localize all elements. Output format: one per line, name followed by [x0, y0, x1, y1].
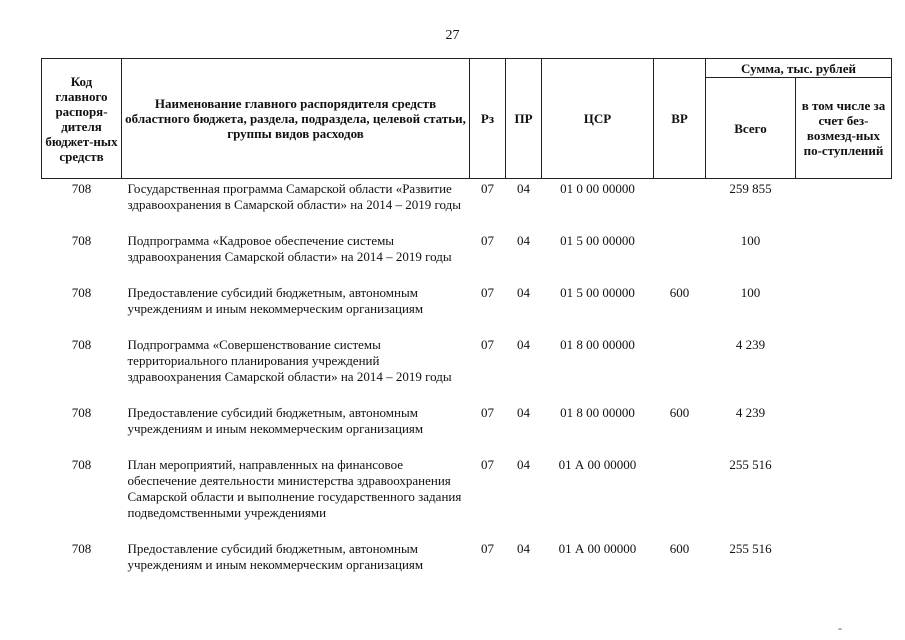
cell-csr: 01 5 00 00000	[560, 285, 635, 300]
cell-vr	[654, 179, 706, 232]
cell-csr: 01 5 00 00000	[560, 233, 635, 248]
header-csr: ЦСР	[542, 59, 654, 179]
cell-pr: 04	[517, 405, 530, 420]
cell-code: 708	[71, 405, 92, 420]
cell-vr	[654, 335, 706, 403]
cell-rz: 07	[481, 337, 494, 352]
page-number: 27	[445, 28, 460, 43]
cell-code: 708	[71, 233, 92, 248]
cell-vr	[654, 455, 706, 539]
cell-code: 708	[71, 457, 92, 472]
table-row	[42, 335, 892, 403]
cell-pr: 04	[517, 285, 530, 300]
cell-vr: 600	[669, 285, 690, 300]
cell-total: 255 516	[729, 541, 772, 556]
cell-free	[796, 231, 892, 283]
cell-rz: 07	[481, 457, 494, 472]
cell-rz: 07	[481, 233, 494, 248]
cell-name: Предоставление субсидий бюджетным, автономным учреждениям и иным некоммерческим организациям	[127, 541, 424, 572]
stray-mark: -	[838, 621, 842, 635]
cell-pr: 04	[517, 181, 530, 196]
cell-code: 708	[71, 541, 92, 556]
table-row	[42, 283, 892, 335]
cell-free	[796, 455, 892, 539]
header-code: Код главного распоря-дителя бюджет-ных средств	[42, 59, 122, 179]
cell-vr: 600	[669, 541, 690, 556]
cell-total: 100	[740, 285, 761, 300]
cell-name: Предоставление субсидий бюджетным, автономным учреждениям и иным некоммерческим организациям	[127, 285, 424, 316]
cell-name: План мероприятий, направленных на финансовое обеспечение деятельности министерства здравоохранения Самарской области и выполнение государственного задания подведомственными учреждениями	[127, 457, 462, 520]
cell-total: 4 239	[735, 405, 766, 420]
cell-total: 259 855	[729, 181, 772, 196]
cell-pr: 04	[517, 337, 530, 352]
cell-free	[796, 179, 892, 232]
cell-rz: 07	[481, 285, 494, 300]
cell-total: 255 516	[729, 457, 772, 472]
cell-total: 4 239	[735, 337, 766, 352]
cell-pr: 04	[517, 233, 530, 248]
cell-vr: 600	[669, 405, 690, 420]
cell-code: 708	[71, 337, 92, 352]
cell-csr: 01 8 00 00000	[560, 337, 635, 352]
cell-free	[796, 403, 892, 455]
cell-free	[796, 283, 892, 335]
cell-pr: 04	[517, 457, 530, 472]
cell-name: Предоставление субсидий бюджетным, автономным учреждениям и иным некоммерческим организациям	[127, 405, 424, 436]
cell-free	[796, 539, 892, 591]
cell-name: Государственная программа Самарской области «Развитие здравоохранения в Самарской области» на 2014 – 2019 годы	[127, 181, 461, 212]
cell-rz: 07	[481, 405, 494, 420]
cell-name: Подпрограмма «Кадровое обеспечение системы здравоохранения Самарской области» на 2014 – 2019 годы	[127, 233, 452, 264]
cell-csr: 01 8 00 00000	[560, 405, 635, 420]
cell-vr	[654, 231, 706, 283]
cell-csr: 01 0 00 00000	[560, 181, 635, 196]
cell-total: 100	[740, 233, 761, 248]
cell-csr: 01 А 00 00000	[558, 457, 637, 472]
header-name: Наименование главного распорядителя средств областного бюджета, раздела, подраздела, целевой статьи, группы видов расходов	[122, 59, 470, 179]
cell-code: 708	[71, 181, 92, 196]
header-total: Всего	[706, 78, 796, 179]
cell-code: 708	[71, 285, 92, 300]
cell-rz: 07	[481, 181, 494, 196]
table-row	[42, 455, 892, 539]
table-row	[42, 231, 892, 283]
cell-csr: 01 А 00 00000	[558, 541, 637, 556]
header-sum: Сумма, тыс. рублей	[706, 59, 892, 78]
table-row	[42, 403, 892, 455]
header-vr: ВР	[654, 59, 706, 179]
table-row	[42, 179, 892, 232]
table-row	[42, 539, 892, 591]
header-rz: Рз	[470, 59, 506, 179]
header-pr: ПР	[506, 59, 542, 179]
cell-name: Подпрограмма «Совершенствование системы территориального планирования учреждений здравоохранения Самарской области» на 2014 – 2019 годы	[127, 337, 452, 384]
cell-pr: 04	[517, 541, 530, 556]
cell-free	[796, 335, 892, 403]
header-free: в том числе за счет без-возмезд-ных по-ступлений	[796, 78, 892, 179]
budget-table	[41, 58, 892, 591]
cell-rz: 07	[481, 541, 494, 556]
